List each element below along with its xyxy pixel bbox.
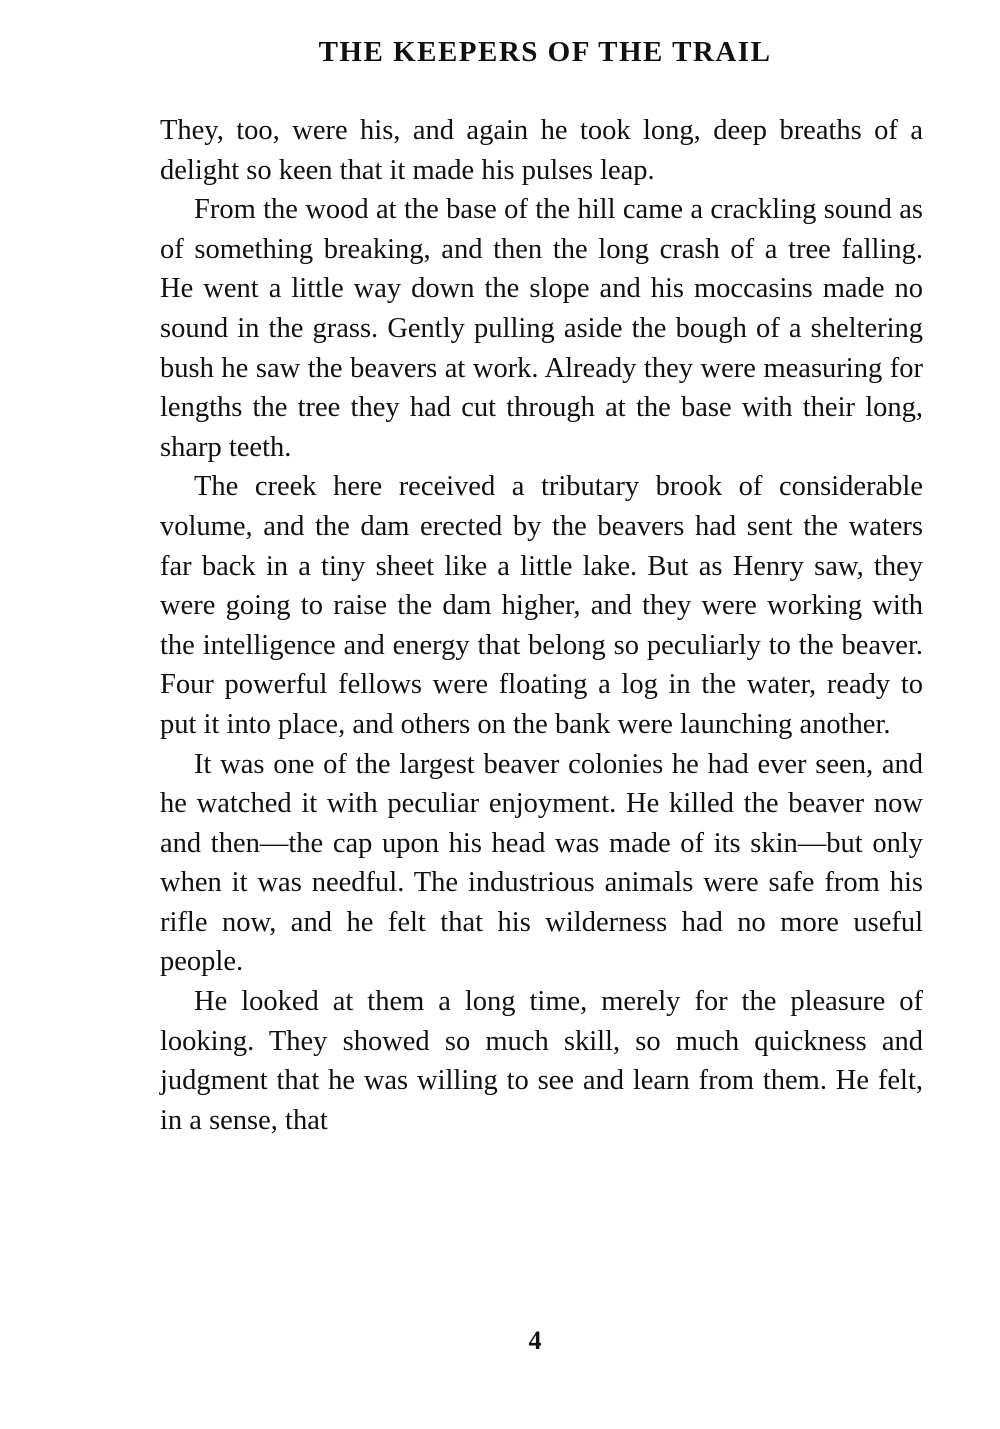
paragraph: He looked at them a long time, merely for the pleasure of looking. They showed so much skill, so much quickness and judgment that he was willing to see and learn from them. He felt, in a sense, that [160, 986, 923, 1136]
page-number: 4 [528, 1326, 542, 1355]
paragraph: It was one of the largest beaver colonies he had ever seen, and he watched it with peculiar enjoyment. He killed the beaver now and then—the cap upon his head was made of its skin—but only when it was needful. The industrious animals were safe from his rifle now, and he felt that his wilderness had no more useful people. [160, 748, 923, 978]
paragraph: From the wood at the base of the hill came a crackling sound as of something breaking, and then the long crash of a tree falling. He went a little way down the slope and his moccasins made no sound in the grass. Gently pulling aside the bough of a sheltering bush he saw the beavers at work. Already they were measuring for lengths the tree they had cut through at the base with their long, sharp teeth. [160, 194, 923, 463]
paragraph: They, too, were his, and again he took long, deep breaths of a delight so keen that it made his pulses leap. [160, 115, 923, 186]
body-text [160, 111, 923, 1140]
paragraph: The creek here received a tributary brook of considerable volume, and the dam erected by the beavers had sent the waters far back in a tiny sheet like a little lake. But as Henry saw, they were going to raise the dam higher, and they were working with the intelligence and energy that belong so peculiarly to the beaver. Four powerful fellows were floating a log in the water, ready to put it into place, and others on the bank were launching another. [160, 471, 923, 740]
running-head: THE KEEPERS OF THE TRAIL [318, 36, 772, 68]
